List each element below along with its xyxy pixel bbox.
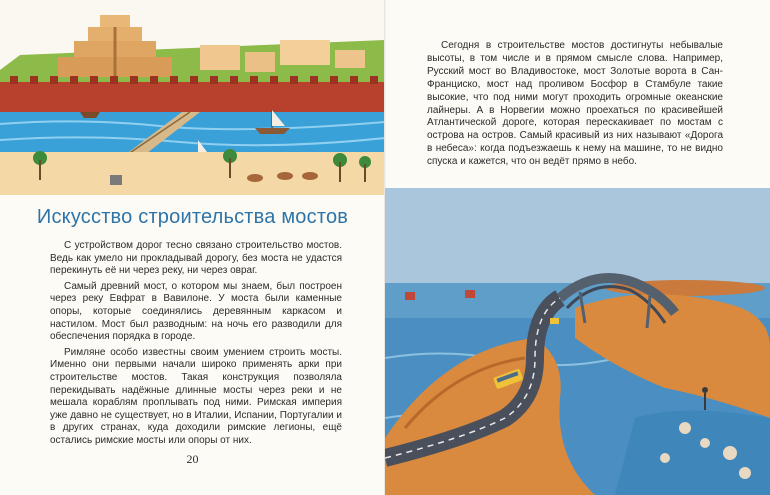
page-number: 20 bbox=[186, 452, 199, 466]
paragraph: Римляне особо известны своим умением строить мосты. Именно они первыми начали широко применять арки при строительстве мостов. Такая конструкция позволяла перекидывать надёжные длинные мосты через реки и не мешала кораблям проплывать под ними. Римская империя уже давно не существует, но в Италии, Испании, Португалии и в других странах, куда доходили римские легионы, ещё остались римские мосты или опоры от них. bbox=[50, 346, 342, 446]
atlantic-road-illustration bbox=[385, 188, 770, 495]
right-body-text bbox=[427, 40, 723, 169]
page-title: Искусство строительства мостов bbox=[36, 206, 349, 228]
right-page bbox=[385, 0, 770, 495]
paragraph: С устройством дорог тесно связано строительство мостов. Ведь как умело ни прокладывай дорогу, без моста не удастся перекинуть её ни через реку, ни через овраг. bbox=[50, 240, 342, 277]
babylon-bridge-illustration bbox=[0, 0, 385, 195]
paragraph: Самый древний мост, о котором мы знаем, был построен через реку Евфрат в Вавилоне. У моста были каменные опоры, которые соединялись деревянным каркасом и настилом. Мост был разводным: на ночь его разводили для обеспечения порядка в городе. bbox=[50, 280, 342, 343]
paragraph: Сегодня в строительстве мостов достигнуты небывалые высоты, в том числе и в прямом смысле слова. Например, Русский мост во Владивостоке, мост Золотые ворота в Сан-Франциско, мост над проливом Босфор в Стамбуле такие высокие, что под ними могут проходить огромные океанские лайнеры. А в Норвегии можно проехаться по красивейшей Атлантической дороге, которая перескакивает по мостам с острова на остров. Самый красивый из них называют «Дорога в небеса»: когда подъезжаешь к нему на машине, то не видно спуска и кажется, что он ведёт прямо в небо. bbox=[427, 40, 723, 168]
left-body-text bbox=[50, 240, 342, 451]
